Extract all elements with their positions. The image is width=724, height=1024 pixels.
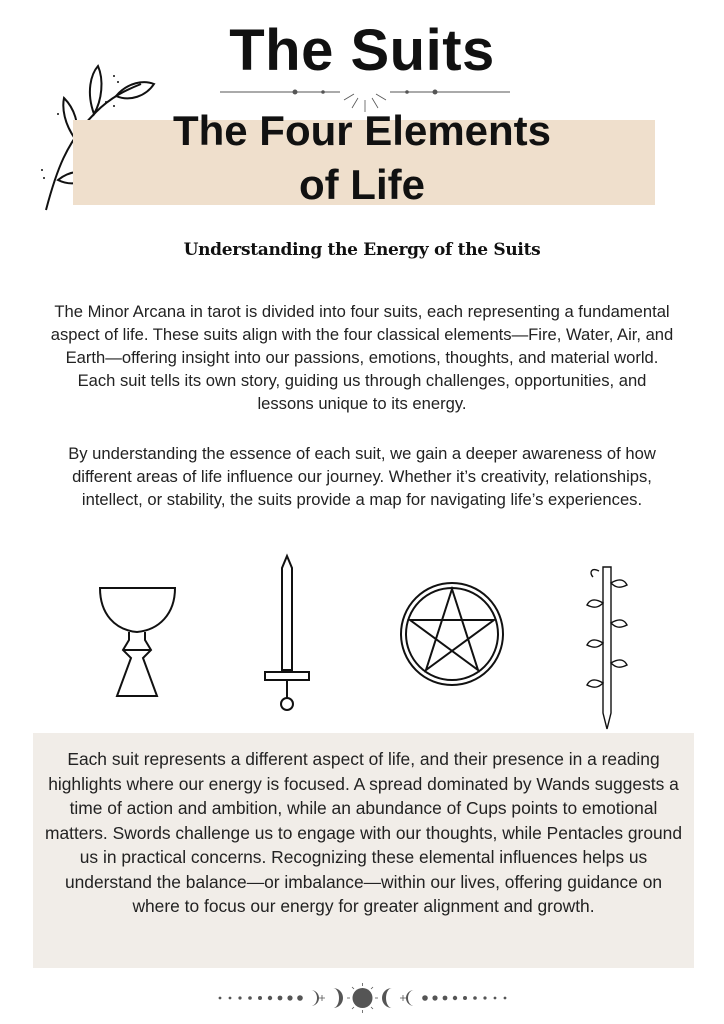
moon-phases-icon <box>215 980 510 1016</box>
summary-paragraph: Each suit represents a different aspect of life, and their presence in a reading highlights where our energy is focused. A spread dominated by Wands suggests a time of action and ambition, while an abundance of Cups points to emotional matters. Swords challenge us to engage with our thoughts, while Pentacles ground us in practical concerns. Recognizing these elemental influences helps us understand the balance—or imbalance—within our lives, offering guidance on where to focus our energy for greater alignment and growth. <box>44 749 683 916</box>
intro-paragraph: The Minor Arcana in tarot is divided into four suits, each representing a fundamental aspect of life. These suits align with the four classical elements—Fire, Water, Air, and Earth—offering insight into our passions, emotions, thoughts, and material world. Each suit tells its own story, guiding us through challenges, opportunities, and lessons unique to its energy. <box>50 302 674 413</box>
page-subtitle: The Four Elements of Life <box>172 107 552 208</box>
sword-icon <box>262 552 312 717</box>
cup-icon <box>95 552 180 702</box>
page-title: The Suits <box>229 18 495 83</box>
section-heading: Understanding the Energy of the Suits <box>183 240 541 260</box>
intro-paragraph-2: By understanding the essence of each suit, we gain a deeper awareness of how different areas of life influence our journey. Whether it’s creativity, relationships, intellect, or stability, the suits provide a map for navigating life’s experiences. <box>68 444 656 509</box>
pentacle-icon <box>398 580 506 688</box>
wand-icon <box>585 563 629 731</box>
